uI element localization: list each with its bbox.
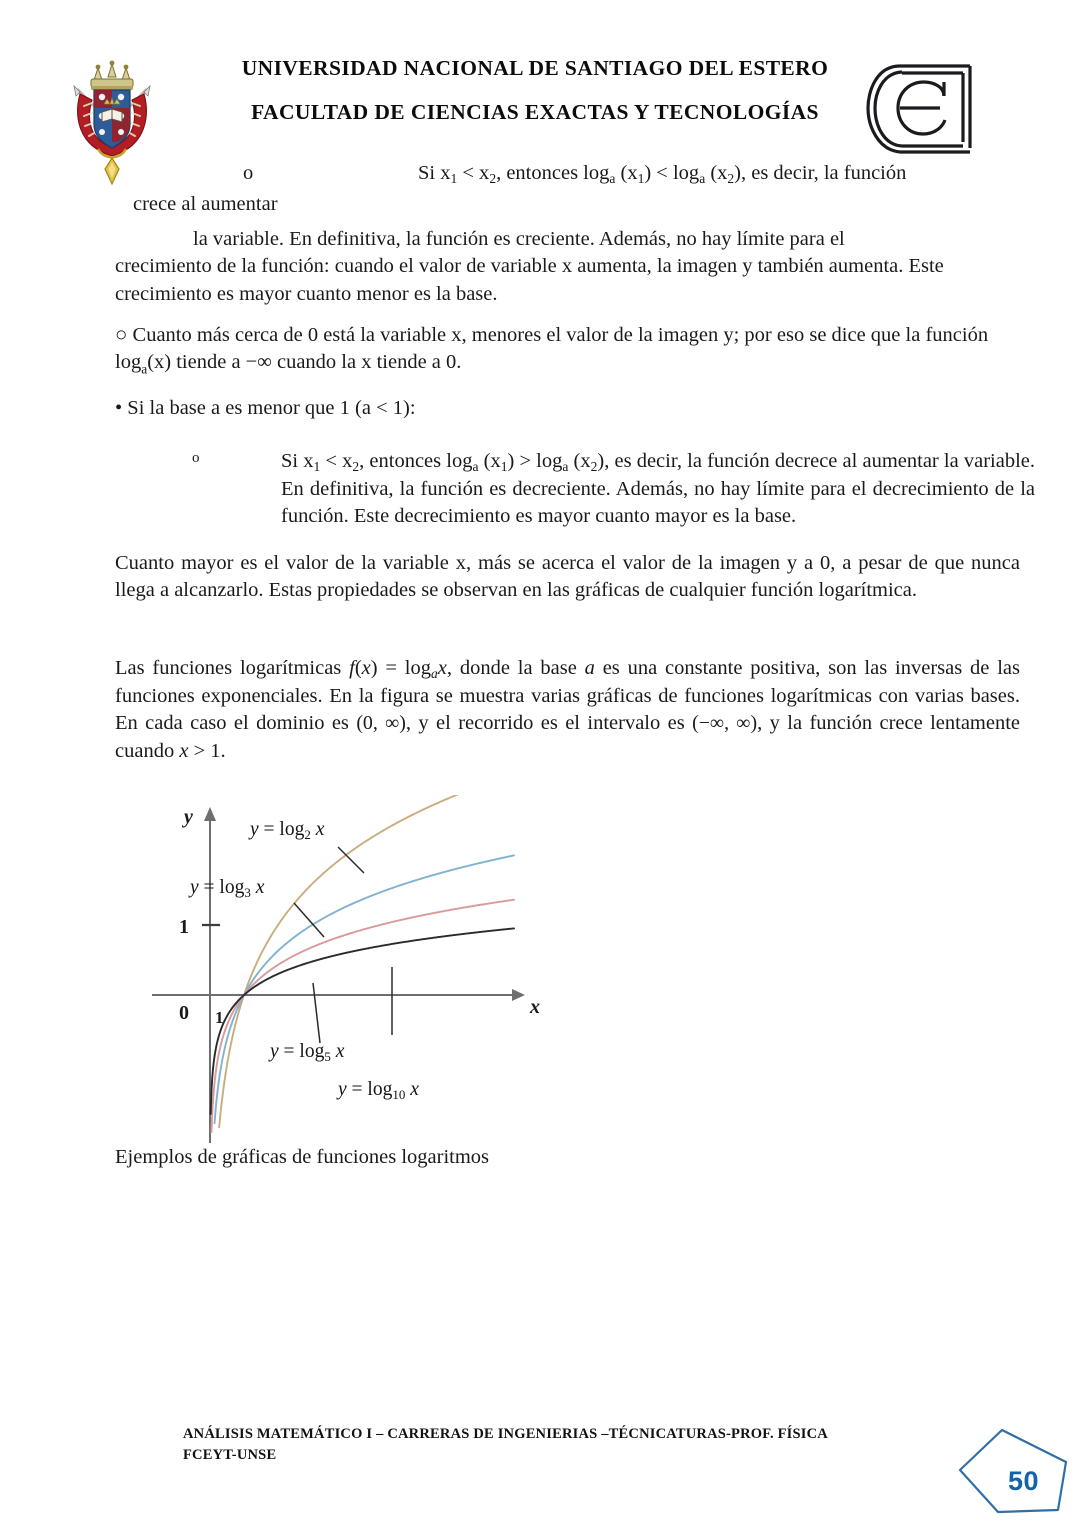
paragraph-sub-item-2 bbox=[155, 448, 1035, 531]
p4-part6: , y el recorrido es el intervalo es bbox=[405, 712, 693, 735]
p4-part4: , donde la base bbox=[446, 657, 585, 679]
page-number: 50 bbox=[1008, 1466, 1040, 1496]
chart-label-log2: $y = \log_2 x$ bbox=[250, 819, 325, 842]
figure-caption: Ejemplos de gráficas de funciones logaritmos bbox=[115, 1146, 490, 1168]
paragraph-growth-text: la variable. En definitiva, la función es creciente. Además, no hay límite para el crecimiento de la función: cuando el valor de variable x aumenta, la imagen y también aumenta. Este crecimiento es mayor cuanto menor es la base. bbox=[115, 228, 944, 305]
p4-part5: es una constante positiva, son las inversas de las funciones exponenciales. En la figura se muestra varias gráficas de funciones logarítmicas con varias bases. En cada caso el dominio es bbox=[115, 657, 1020, 735]
p4-part7: , y la función crece lentamente cuando bbox=[115, 712, 1021, 762]
faculty-name: FACULTAD DE CIENCIAS EXACTAS Y TECNOLOGÍAS bbox=[251, 99, 819, 124]
p4-domain: (0, ∞) bbox=[356, 712, 406, 735]
paragraph-limit-subscript: a bbox=[141, 362, 148, 378]
paragraph-approaches-zero: Cuanto mayor es el valor de la variable x, más se acerca el valor de la imagen y a 0, a pesar de que nunca llega a alcanzarlo. Estas propiedades se observan en las gráficas de cualquier función logarítmica. bbox=[115, 552, 1020, 602]
hollow-bullet-icon-2: ○ bbox=[115, 324, 133, 346]
p4-range: (−∞, ∞) bbox=[692, 712, 758, 735]
paragraph-limit-b: es el valor de la imagen y; por eso se dice que la función log bbox=[115, 324, 989, 374]
p4-x3: x bbox=[179, 739, 189, 762]
chart-y-tick-1: 1 bbox=[179, 916, 189, 938]
page-number-badge bbox=[954, 1426, 1080, 1522]
paragraph-limit bbox=[115, 322, 1020, 379]
chart-y-axis-label: y bbox=[184, 806, 193, 828]
sub-item-1-text: Si $x_1 < x_2$, entonces $\log_a (x_1) < \log_a (x_2)$, es decir, la función bbox=[418, 162, 907, 186]
header-title-block bbox=[210, 58, 860, 123]
fceyt-monogram-icon bbox=[866, 52, 976, 164]
p4-x2: x bbox=[437, 657, 447, 679]
paragraph-log-functions bbox=[115, 655, 1020, 765]
paragraph-limit-a: Cuanto más cerca de 0 está la variable x, menor bbox=[132, 324, 525, 346]
p4-f: f bbox=[349, 657, 355, 679]
p4-part1: Las funciones logarítmicas bbox=[115, 657, 350, 679]
chart-x-tick-1: 1 bbox=[215, 1008, 224, 1027]
paragraph-growth bbox=[115, 226, 945, 308]
footer-line-2: FCEYT-UNSE bbox=[183, 1446, 277, 1463]
p4-part3: ) = log bbox=[370, 657, 431, 679]
paragraph-limit-c: (x) tiende a −∞ cuando la x tiende a 0. bbox=[147, 351, 462, 374]
p4-base-a: a bbox=[431, 665, 438, 681]
chart-label-log3: $y = \log_3 x$ bbox=[190, 877, 265, 900]
sub-item-1-continuation: crece al aumentar bbox=[133, 192, 278, 215]
page-footer bbox=[183, 1424, 943, 1465]
sub-item-2-text: Si $x_1 < x_2$, entonces $\log_a (x_1) > \log_a (x_2)$, es decir, la función decrece al aumentar la variable. En definitiva, la función es decreciente. Además, no hay límite para el decrecimiento de la función. Este decrecimiento es mayor cuanto mayor es la base. bbox=[281, 450, 1035, 528]
university-name: UNIVERSIDAD NACIONAL DE SANTIAGO DEL ESTERO bbox=[241, 56, 829, 80]
logarithm-graph-figure bbox=[142, 795, 562, 1147]
p4-a2: a bbox=[584, 657, 595, 679]
p4-x1: x bbox=[361, 657, 371, 679]
chart-label-log10: $y = \log_{10} x$ bbox=[338, 1079, 419, 1102]
p4-part2: ( bbox=[354, 657, 362, 679]
chart-label-log5: $y = \log_5 x$ bbox=[270, 1041, 345, 1064]
bullet-base-less-than-one: • Si la base a es menor que 1 (a < 1): bbox=[115, 397, 416, 419]
p4-part8: > 1. bbox=[188, 739, 226, 762]
hollow-bullet-icon-3: o bbox=[192, 450, 200, 466]
paragraph-limit-lead bbox=[115, 324, 989, 378]
paragraph-sub-item-1 bbox=[115, 160, 950, 218]
chart-origin-label: 0 bbox=[179, 1002, 189, 1024]
footer-line-1: ANÁLISIS MATEMÁTICO I – CARRERAS DE INGENIERIAS –TÉCNICATURAS-PROF. FÍSICA bbox=[183, 1426, 828, 1442]
chart-x-axis-label: x bbox=[530, 996, 540, 1018]
hollow-bullet-icon: o bbox=[243, 162, 254, 184]
chart-annotation-leaders bbox=[294, 847, 392, 1043]
chart-curve-base-2 bbox=[219, 795, 514, 1127]
